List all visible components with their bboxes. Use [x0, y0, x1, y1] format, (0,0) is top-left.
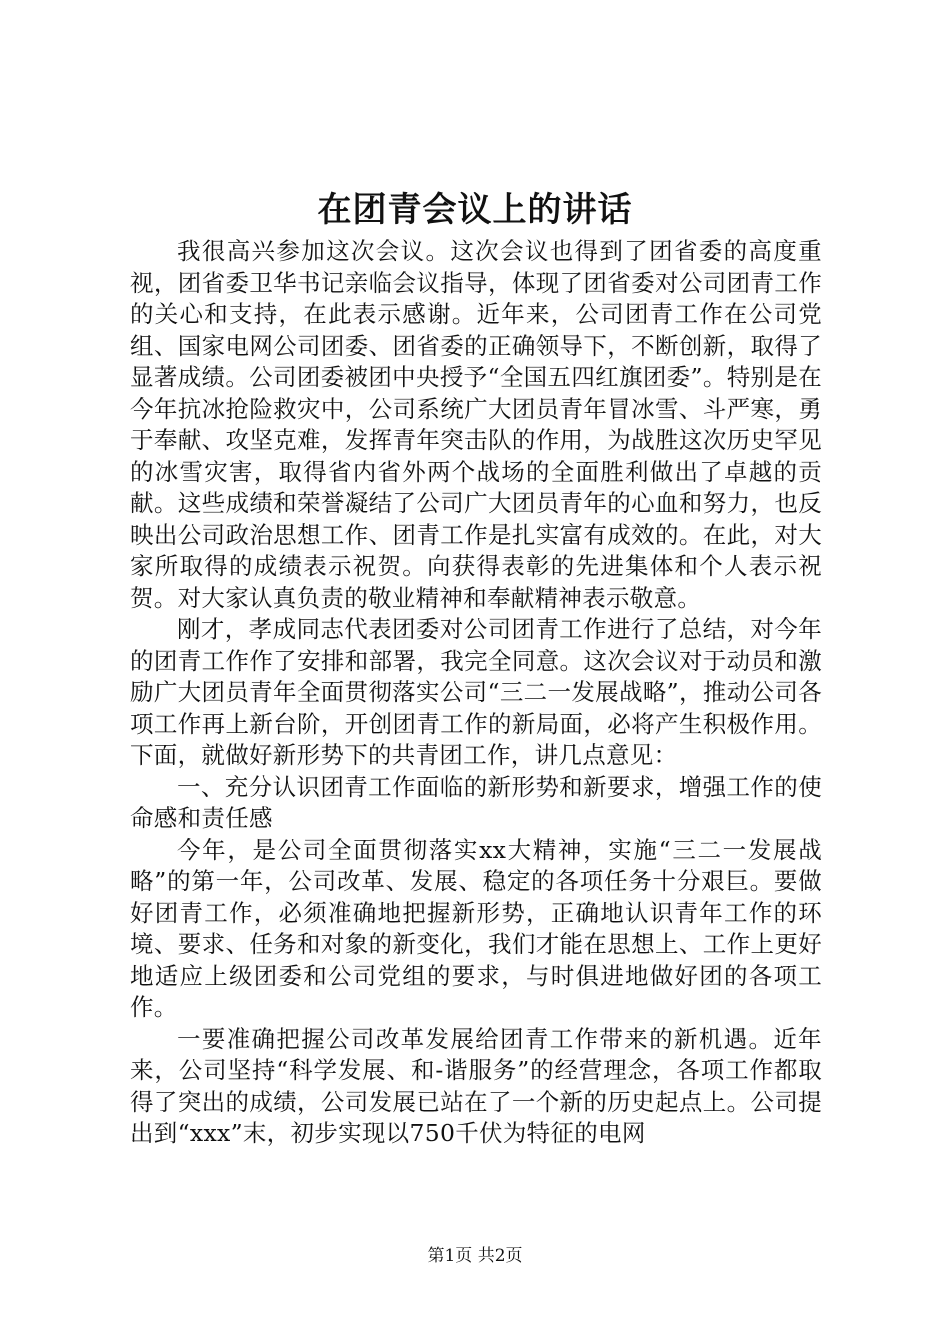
paragraph-1: 我很高兴参加这次会议。这次会议也得到了团省委的高度重视，团省委卫华书记亲临会议指导，体现了团省委对公司团青工作的关心和支持，在此表示感谢。近年来，公司团青工作在公司党组、国家电网公司团委、团省委的正确领导下，不断创新，取得了显著成绩。公司团委被团中央授予“全国五四红旗团委”。特别是在今年抗冰抢险救灾中，公司系统广大团员青年冒冰雪、斗严寒，勇于奉献、攻坚克难，发挥青年突击队的作用，为战胜这次历史罕见的冰雪灾害，取得省内省外两个战场的全面胜利做出了卓越的贡献。这些成绩和荣誉凝结了公司广大团员青年的心血和努力，也反映出公司政治思想工作、团青工作是扎实富有成效的。在此，对大家所取得的成绩表示祝贺。向获得表彰的先进集体和个人表示祝贺。对大家认真负责的敬业精神和奉献精神表示敬意。 — [130, 237, 822, 612]
page-number-footer: 第1页 共2页 — [427, 1246, 523, 1266]
paragraph-2: 刚才，孝成同志代表团委对公司团青工作进行了总结，对今年的团青工作作了安排和部署，我完全同意。这次会议对于动员和激励广大团员青年全面贯彻落实公司“三二一发展战略”，推动公司各项工作再上新台阶，开创团青工作的新局面，必将产生积极作用。下面，就做好新形势下的共青团工作，讲几点意见： — [130, 615, 822, 769]
document-title: 在团青会议上的讲话 — [317, 190, 633, 230]
document-body — [130, 236, 822, 1150]
section-heading-1: 一、充分认识团青工作面临的新形势和新要求，增强工作的使命感和责任感 — [130, 772, 822, 832]
paragraph-4: 一要准确把握公司改革发展给团青工作带来的新机遇。近年来，公司坚持“科学发展、和-谐服务”的经营理念，各项工作都取得了突出的成绩，公司发展已站在了一个新的历史起点上。公司提出到“xxx”末，初步实现以750千伏为特征的电网 — [130, 1024, 822, 1147]
paragraph-3: 今年，是公司全面贯彻落实xx大精神，实施“三二一发展战略”的第一年，公司改革、发展、稳定的各项任务十分艰巨。要做好团青工作，必须准确地把握新形势，正确地认识青年工作的环境、要求、任务和对象的新变化，我们才能在思想上、工作上更好地适应上级团委和公司党组的要求，与时俱进地做好团的各项工作。 — [130, 835, 822, 1021]
